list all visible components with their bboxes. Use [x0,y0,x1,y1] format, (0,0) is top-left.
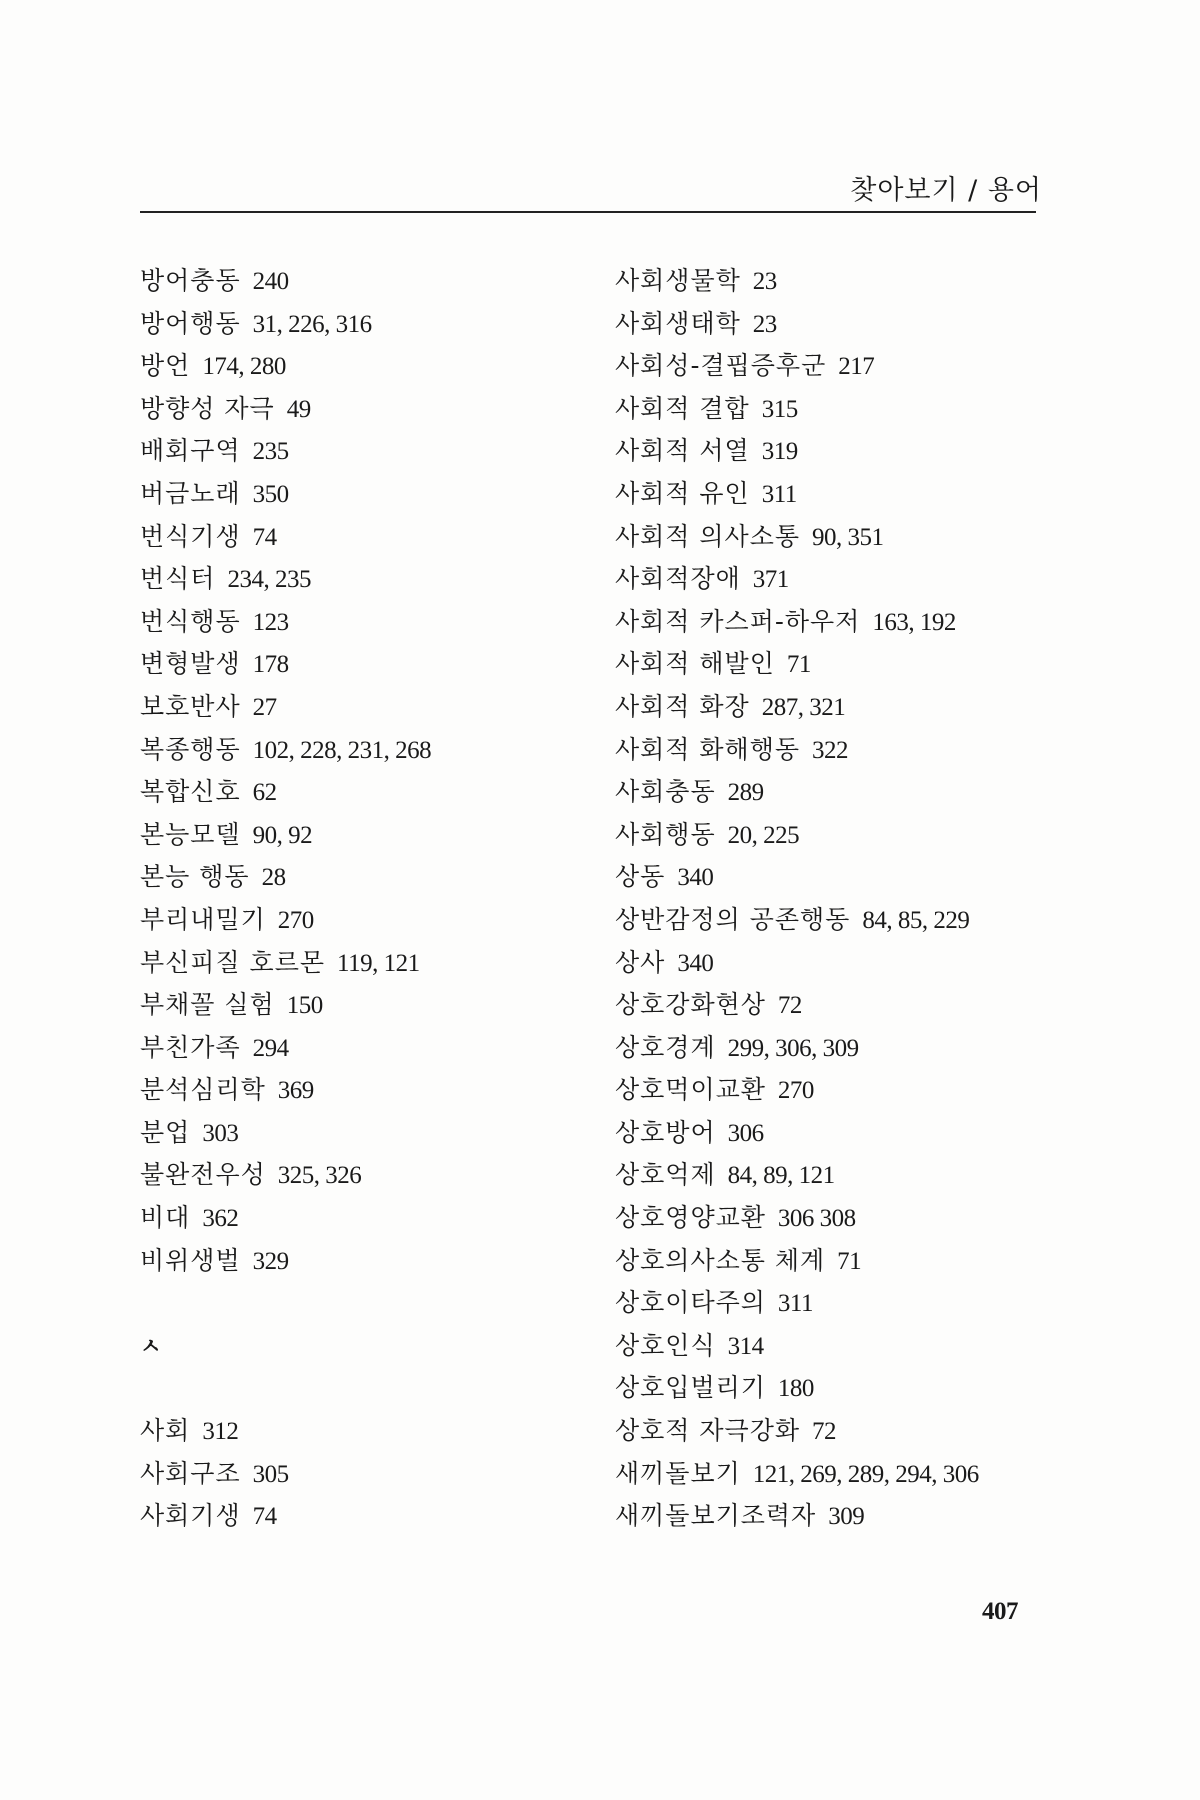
index-pages: 340 [677,949,714,977]
index-pages: 270 [777,1077,814,1105]
index-pages: 123 [252,608,289,636]
index-pages: 340 [677,864,714,892]
index-entry [615,899,1085,942]
index-entry [615,1410,1085,1453]
index-term: 버금노래 [140,478,241,508]
index-entry [140,1154,580,1197]
index-entry [140,729,580,772]
index-pages: 119, 121 [337,949,420,977]
index-pages: 289 [727,779,764,807]
index-pages: 350 [252,480,289,508]
index-pages: 217 [838,353,875,381]
index-pages: 312 [202,1418,239,1446]
index-entry [615,942,1085,985]
running-head: 찾아보기 / 용어 [850,175,1042,206]
index-term: 변형발생 [140,649,241,679]
index-pages: 299, 306, 309 [727,1034,859,1062]
index-pages: 311 [777,1290,813,1318]
index-entry [615,1282,1085,1325]
index-entry [615,1367,1085,1410]
index-entry [140,1495,580,1538]
index-entry [615,1069,1085,1112]
index-term: 불완전우성 [140,1160,266,1190]
index-pages: 31, 226, 316 [252,310,372,338]
index-entry [615,345,1085,388]
index-pages: 28 [261,864,286,892]
index-pages: 72 [777,992,802,1020]
index-entry [615,1240,1085,1283]
index-entry [615,1495,1085,1538]
index-term: 상호경계 [615,1032,716,1062]
index-term: 사회적 화장 [615,691,750,721]
index-term: 사회적장애 [615,564,741,594]
index-term: 상호억제 [615,1160,716,1190]
index-pages: 270 [277,906,314,934]
index-pages: 309 [828,1503,865,1531]
index-pages: 121, 269, 289, 294, 306 [752,1460,979,1488]
index-entry [140,473,580,516]
index-entry [140,814,580,857]
index-entry [615,856,1085,899]
index-term: 사회성-결핍증후군 [615,351,827,381]
index-entry [140,303,580,346]
index-term: 분업 [140,1117,191,1147]
index-entry [615,558,1085,601]
index-pages: 294 [252,1034,289,1062]
index-entry [615,984,1085,1027]
index-pages: 287, 321 [761,693,846,721]
index-entry [615,601,1085,644]
index-term: 상사 [615,947,666,977]
index-term: 상호인식 [615,1330,716,1360]
index-entry [615,388,1085,431]
index-pages: 71 [837,1247,862,1275]
index-entry [615,1154,1085,1197]
index-entry [615,814,1085,857]
index-term: 복종행동 [140,734,241,764]
index-term: 분석심리학 [140,1075,266,1105]
index-term: 복합신호 [140,777,241,807]
index-term: 부채꼴 실험 [140,990,275,1020]
index-pages: 234, 235 [227,566,311,594]
index-pages: 62 [252,779,277,807]
index-entry [615,430,1085,473]
index-pages: 315 [761,395,798,423]
index-term: 사회충동 [615,777,716,807]
index-entry [140,1410,580,1453]
index-pages: 20, 225 [727,821,800,849]
index-pages: 163, 192 [872,608,956,636]
index-pages: 23 [752,310,777,338]
index-term: 사회적 유인 [615,478,750,508]
index-pages: 74 [252,1503,277,1531]
index-term: 방언 [140,351,191,381]
index-entry [140,345,580,388]
index-pages: 362 [202,1205,239,1233]
index-entry [615,729,1085,772]
index-term: 비대 [140,1203,191,1233]
index-entry [140,1069,580,1112]
index-term: 상호이타주의 [615,1288,766,1318]
index-entry [140,856,580,899]
section-heading [140,1325,580,1368]
index-pages: 329 [252,1247,289,1275]
index-entry [615,1325,1085,1368]
index-term: 번식터 [140,564,216,594]
index-entry [140,942,580,985]
index-pages: 322 [812,736,848,764]
index-pages: 27 [252,693,277,721]
index-pages: 306 308 [777,1205,856,1233]
index-term: 상호의사소통 체계 [615,1245,826,1275]
index-entry [140,430,580,473]
index-pages: 303 [202,1119,239,1147]
index-term: 번식기생 [140,521,241,551]
index-entry [615,473,1085,516]
index-entry [140,984,580,1027]
index-term: 상호영양교환 [615,1203,766,1233]
index-term: 방향성 자극 [140,393,275,423]
index-term: 번식행동 [140,606,241,636]
index-entry [140,899,580,942]
index-entry [140,388,580,431]
index-pages: 306 [727,1119,764,1147]
index-pages: 23 [752,268,777,295]
index-term: 사회행동 [615,819,716,849]
section-spacer [140,1367,580,1410]
index-term: 상호입벌리기 [615,1373,766,1403]
index-column-right [615,260,1085,1538]
index-term: 사회 [140,1416,191,1446]
index-pages: 319 [761,438,798,466]
index-term: 상동 [615,862,666,892]
index-term: 방어행동 [140,308,241,338]
header-rule [140,211,1036,213]
page-number: 407 [982,1598,1018,1625]
index-entry [140,558,580,601]
index-pages: 49 [286,395,311,423]
index-pages: 240 [252,268,289,295]
index-pages: 84, 85, 229 [862,906,970,934]
index-pages: 102, 228, 231, 268 [252,736,432,764]
index-pages: 71 [786,651,811,679]
index-term: 상반감정의 공존행동 [615,904,851,934]
index-entry [615,1453,1085,1496]
index-pages: 325, 326 [277,1162,362,1190]
index-pages: 311 [761,480,797,508]
index-term: 새끼돌보기조력자 [615,1501,817,1531]
index-entry [615,771,1085,814]
index-entry [140,771,580,814]
index-pages: 314 [727,1332,764,1360]
index-term: 보호반사 [140,691,241,721]
index-entry [615,686,1085,729]
index-term: 사회적 결합 [615,393,750,423]
index-entry [140,1240,580,1283]
index-pages: 174, 280 [202,353,286,381]
index-term: 배회구역 [140,436,241,466]
index-term: 상호적 자극강화 [615,1416,800,1446]
index-term: 사회구조 [140,1458,241,1488]
index-term: 새끼돌보기 [615,1458,741,1488]
index-entry [140,1027,580,1070]
index-term: 비위생벌 [140,1245,241,1275]
index-pages: 180 [777,1375,814,1403]
index-term: 사회기생 [140,1501,241,1531]
index-term: 사회적 해발인 [615,649,775,679]
index-pages: 74 [252,523,277,551]
index-term: 부리내밀기 [140,904,266,934]
index-term: 본능 행동 [140,862,250,892]
index-entry [140,1197,580,1240]
index-pages: 235 [252,438,289,466]
index-term: 사회적 서열 [615,436,750,466]
index-entry [140,643,580,686]
index-term: 사회적 의사소통 [615,521,800,551]
index-term: 사회생물학 [615,266,741,295]
index-pages: 84, 89, 121 [727,1162,835,1190]
index-term: 상호강화현상 [615,990,766,1020]
index-entry [140,601,580,644]
index-term: 상호방어 [615,1117,716,1147]
index-term: 상호먹이교환 [615,1075,766,1105]
index-entry [615,303,1085,346]
index-entry [615,643,1085,686]
index-pages: 305 [252,1460,289,1488]
index-pages: 90, 351 [812,523,884,551]
index-term: 방어충동 [140,266,241,295]
index-entry [615,1112,1085,1155]
index-column-left [140,260,580,1538]
index-entry [615,1197,1085,1240]
index-term: 본능모델 [140,819,241,849]
index-pages: 178 [252,651,289,679]
index-entry [615,516,1085,559]
section-spacer [140,1282,580,1325]
index-term: 사회적 화해행동 [615,734,800,764]
index-pages: 369 [277,1077,314,1105]
index-entry [140,260,580,303]
index-term: 부신피질 호르몬 [140,947,325,977]
index-entry [140,1112,580,1155]
index-term: 사회적 카스퍼-하우저 [615,606,861,636]
index-pages: 371 [752,566,789,594]
index-pages: 150 [286,992,323,1020]
index-term: 부친가족 [140,1032,241,1062]
index-entry [140,686,580,729]
index-pages: 72 [812,1418,836,1446]
section-letter: ㅅ [140,1334,162,1360]
index-entry [615,260,1085,303]
index-term: 사회생태학 [615,308,741,338]
index-pages: 90, 92 [252,821,313,849]
index-entry [140,516,580,559]
index-entry [140,1453,580,1496]
index-entry [615,1027,1085,1070]
